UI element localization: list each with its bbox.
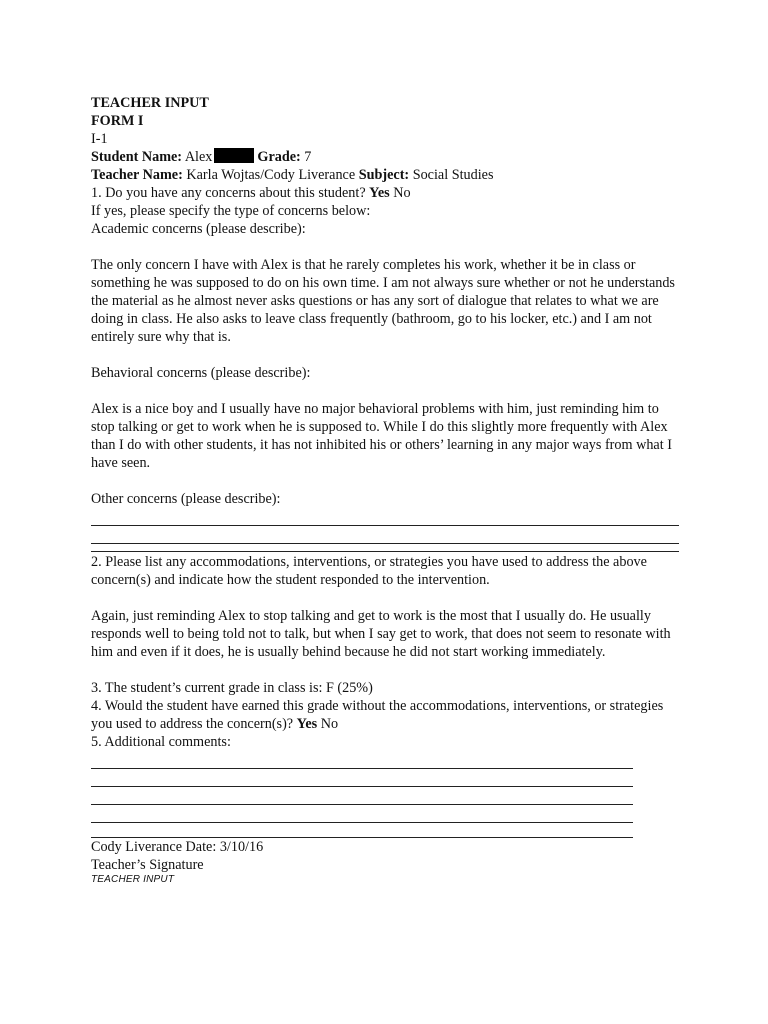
blank-line	[91, 769, 633, 787]
student-name-value: Alex	[184, 149, 213, 165]
student-line	[91, 148, 681, 166]
question-1	[91, 184, 681, 202]
question-1-no: No	[393, 185, 411, 201]
question-1-yes: Yes	[369, 185, 390, 201]
teacher-name-label: Teacher Name:	[91, 167, 183, 183]
question-2-answer: Again, just reminding Alex to stop talking and get to work is the most that I usually do. He usually responds well to being told not to talk, but when I say get to work, that does not seem to resonate with him and even if it does, he is usually behind because he did not start working immediately.	[91, 608, 671, 660]
grade-label: Grade:	[257, 149, 301, 165]
subject-label: Subject:	[358, 167, 410, 183]
academic-text: The only concern I have with Alex is that he rarely completes his work, whether it be in class or something he was supposed to do on his own time. I am not always sure whether or not he understands the material as he almost never asks questions or has any sort of dialogue that relates to what we are doing in class. He also asks to leave class frequently (bathroom, go to his locker, etc.) and I am not entirely sure why that is.	[91, 257, 675, 345]
question-2: 2. Please list any accommodations, interventions, or strategies you have used to address the above concern(s) and indicate how the student responded to the intervention.	[91, 554, 647, 588]
question-4-yes: Yes	[296, 716, 318, 732]
question-5: 5. Additional comments:	[91, 734, 231, 750]
student-name-label: Student Name:	[91, 149, 183, 165]
other-label: Other concerns (please describe):	[91, 491, 281, 507]
blank-line	[91, 823, 633, 838]
teacher-input-form	[91, 94, 681, 886]
question-4-no: No	[320, 716, 339, 732]
blank-line	[91, 544, 679, 552]
form-title: TEACHER INPUT	[91, 95, 209, 111]
blank-line	[91, 751, 633, 769]
blank-line	[91, 526, 679, 544]
question-4-text: 4. Would the student have earned this grade without the accommodations, interventions, or strategies you used to address the concern(s)?	[91, 698, 664, 732]
behavioral-text: Alex is a nice boy and I usually have no major behavioral problems with him, just reminding him to stop talking or get to work when he is supposed to. While I do this slightly more frequently with Alex than I do with other students, it has not inhibited his or others’ learning in any major ways from what I have seen.	[91, 401, 672, 471]
blank-line	[91, 508, 679, 526]
form-subtitle: FORM I	[91, 113, 144, 129]
blank-line	[91, 787, 633, 805]
signature-label: Teacher’s Signature	[91, 857, 204, 873]
subject-value: Social Studies	[412, 167, 494, 183]
teacher-name-value: Karla Wojtas/Cody Liverance	[186, 167, 356, 183]
signature-name-date: Cody Liverance Date: 3/10/16	[91, 839, 264, 855]
question-3: 3. The student’s current grade in class is: F (25%)	[91, 680, 373, 696]
question-4	[91, 697, 681, 733]
behavioral-label: Behavioral concerns (please describe):	[91, 365, 311, 381]
teacher-line	[91, 166, 681, 184]
redaction-block	[214, 148, 254, 163]
form-code: I-1	[91, 131, 108, 147]
blank-line	[91, 805, 633, 823]
specify-line: If yes, please specify the type of concerns below:	[91, 203, 371, 219]
academic-label: Academic concerns (please describe):	[91, 221, 306, 237]
question-1-text: 1. Do you have any concerns about this student?	[91, 185, 366, 201]
grade-value: 7	[304, 149, 312, 165]
footer-label: TEACHER INPUT	[91, 874, 175, 885]
